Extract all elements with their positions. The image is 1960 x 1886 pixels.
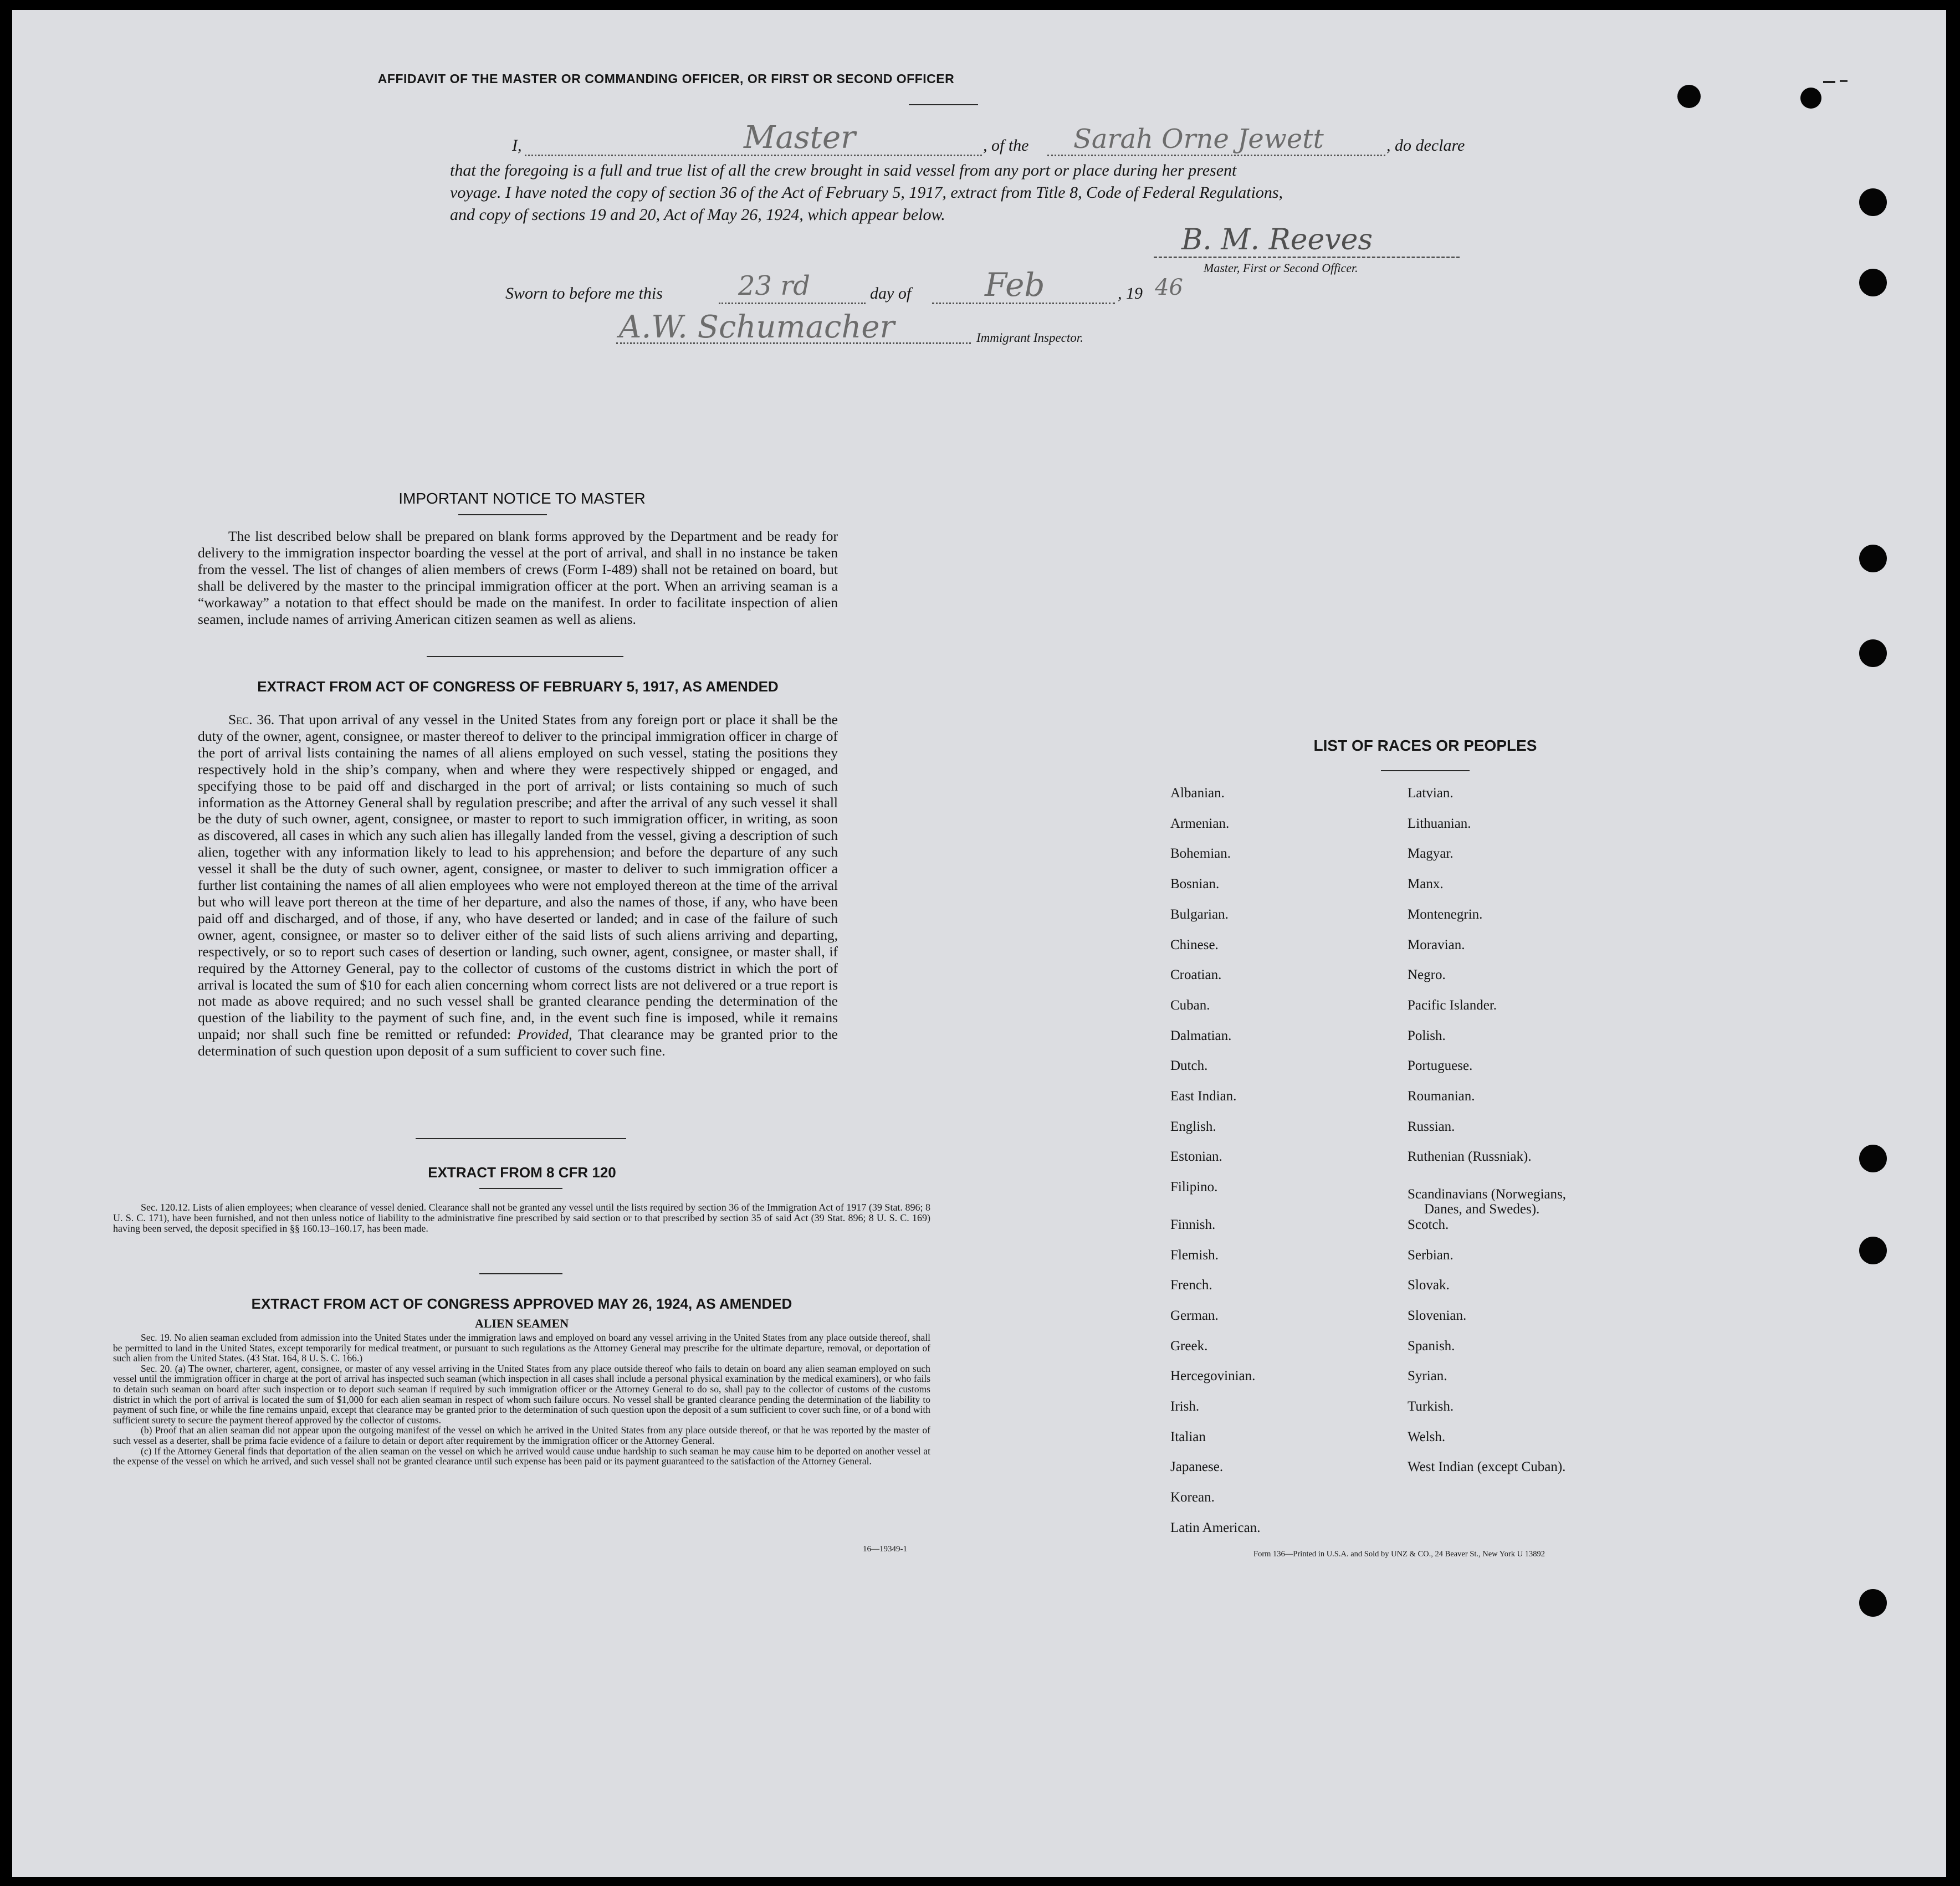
race-item: Slovak. — [1408, 1278, 1450, 1293]
section-20b-paragraph: (b) Proof that an alien seaman did not appear upon the outgoing manifest of the vessel on which he arrived in the United States from any place outside thereof, or that he was reported by the master of such vessel as a deserter, shall be prima facie evidence of a failure to detain or deport after requirement by the immigration officer or the Attorney General. — [113, 1424, 930, 1446]
form-page — [12, 10, 1946, 1877]
punch-hole — [1859, 188, 1887, 216]
declaration-line: that the foregoing is a full and true list of all the crew brought in said vessel from any port or place during her present — [450, 161, 1237, 180]
extract-cfr-end-rule — [479, 1273, 562, 1274]
race-item: Portuguese. — [1408, 1058, 1473, 1073]
race-item: Negro. — [1408, 967, 1446, 982]
extract-1917-end-rule — [416, 1138, 626, 1139]
declaration-line: and copy of sections 19 and 20, Act of May 26, 1924, which appear below. — [450, 206, 945, 224]
race-item: Japanese. — [1170, 1459, 1224, 1474]
races-title: LIST OF RACES OR PEOPLES — [1313, 737, 1537, 754]
race-item: Russian. — [1408, 1119, 1455, 1134]
race-item: Cuban. — [1170, 998, 1210, 1013]
notice-end-rule — [427, 656, 623, 657]
year-prefix: , 19 — [1118, 284, 1143, 303]
extract-1924-body — [113, 1332, 930, 1467]
race-item: Scotch. — [1408, 1217, 1449, 1232]
punch-hole — [1859, 269, 1887, 296]
race-item: Albanian. — [1170, 786, 1225, 801]
punch-hole — [1859, 1145, 1887, 1172]
race-item: Bulgarian. — [1170, 907, 1229, 922]
punch-hole — [1859, 545, 1887, 572]
race-item: Flemish. — [1170, 1248, 1219, 1263]
title-rule — [909, 104, 978, 105]
race-item: Danes, and Swedes). — [1424, 1202, 1540, 1217]
proviso-label: Provided, — [517, 1026, 572, 1043]
race-item: Pacific Islander. — [1408, 998, 1497, 1013]
master-signature-caption: Master, First or Second Officer. — [1204, 261, 1358, 275]
race-item: Syrian. — [1408, 1369, 1447, 1383]
extract-cfr-rule — [479, 1188, 562, 1189]
race-item: Montenegrin. — [1408, 907, 1483, 922]
race-item: Scandinavians (Norwegians, — [1408, 1187, 1567, 1202]
race-item: French. — [1170, 1278, 1212, 1293]
race-item: Welsh. — [1408, 1429, 1446, 1444]
races-title-rule — [1381, 770, 1470, 771]
sworn-label: Sworn to before me this — [505, 284, 663, 303]
sworn-day-line — [719, 303, 866, 304]
race-item: Irish. — [1170, 1399, 1200, 1414]
race-item: Serbian. — [1408, 1248, 1454, 1263]
proviso-text: That clearance may be granted prior to the determination of such question upon deposit of a sum sufficient to cover such fine. — [198, 1026, 838, 1059]
declaration-declare-label: , do declare — [1386, 136, 1465, 155]
race-item: Filipino. — [1170, 1180, 1218, 1195]
notice-body: The list described below shall be prepared on blank forms approved by the Department and be ready for delivery to the immigration inspector boarding the vessel at the port of arrival, and shall in no instance be taken from the vessel. The list of changes of alien members of crews (Form I-489) shall not be retained on board, but shall be delivered by the master to the principal immigration officer at the port. When an arriving seaman is a “workaway” a notation to that effect should be made on the manifest. In order to facilitate inspection of alien seamen, include names of arriving American citizen seamen as well as aliens. — [198, 528, 838, 627]
race-item: Bohemian. — [1170, 846, 1231, 861]
race-item: Dalmatian. — [1170, 1028, 1232, 1043]
vessel-handwritten: Sarah Orne Jewett — [1073, 124, 1324, 155]
section-20a-paragraph: Sec. 20. (a) The owner, charterer, agent, consignee, or master of any vessel arriving in the United States from any place outside thereof who fails to detain on board any alien seaman employed on such vessel until the immigration officer in charge at the port of arrival has inspected such seaman (which inspection in all cases shall include a personal physical examination by the medical examiners), or who fails to detain such seaman on board after such inspection or to deport such seaman if required by such immigration officer or the Attorney General to do so, shall pay to the collector of customs of the customs district in which the port of arrival is located the sum of $1,000 for each alien seaman in respect of whom such failure occurs. No vessel shall be granted clearance pending the determination of the liability to payment of such fine, or while the fine remains unpaid, except that clearance may be granted prior to the determination of such question upon the deposit of a sum sufficient to cover such fine, or of a bond with sufficient surety to secure the payment thereof approved by the collector of customs. — [113, 1362, 930, 1426]
extract-1924-subtitle: ALIEN SEAMEN — [474, 1316, 569, 1330]
race-item: Estonian. — [1170, 1149, 1222, 1164]
race-item: Greek. — [1170, 1339, 1208, 1354]
race-item: West Indian (except Cuban). — [1408, 1459, 1566, 1474]
race-item: Roumanian. — [1408, 1089, 1475, 1104]
race-item: Korean. — [1170, 1490, 1215, 1505]
declaration-line: voyage. I have noted the copy of section 36 of the Act of February 5, 1917, extract from Title 8, Code of Federal Regulations, — [450, 183, 1283, 202]
declaration-of-the-label: , of the — [983, 136, 1029, 155]
notice-title-rule — [458, 514, 547, 515]
race-item: Latin American. — [1170, 1520, 1261, 1535]
extract-1917-body — [198, 711, 838, 1059]
sworn-day-handwritten: 23 rd — [738, 270, 811, 301]
punch-hole — [1677, 85, 1701, 108]
vessel-line — [1047, 155, 1385, 156]
race-item: Croatian. — [1170, 967, 1222, 982]
race-item: Ruthenian (Russniak). — [1408, 1149, 1532, 1164]
affidavit-title: AFFIDAVIT OF THE MASTER OR COMMANDING OFFICER, OR FIRST OR SECOND OFFICER — [377, 71, 955, 86]
scan-mark — [1823, 81, 1835, 83]
race-item: Finnish. — [1170, 1217, 1216, 1232]
section-20c-paragraph: (c) If the Attorney General finds that deportation of the alien seaman on the vessel on which he arrived would cause undue hardship to such seaman he may cause him to be deported on another vessel at the expense of the vessel on which he arrived, and such vessel shall not be granted clearance until such expense has been paid or its payment guaranteed to the satisfaction of the Attorney General. — [113, 1445, 930, 1467]
race-item: Armenian. — [1170, 816, 1230, 831]
race-item: Latvian. — [1408, 786, 1454, 801]
day-of-label: day of — [870, 284, 912, 303]
punch-hole — [1800, 88, 1821, 109]
form-code: 16—19349-1 — [863, 1545, 907, 1554]
declaration-i-label: I, — [512, 136, 522, 155]
extract-1924-title: EXTRACT FROM ACT OF CONGRESS APPROVED MAY 26, 1924, AS AMENDED — [251, 1295, 792, 1312]
race-item: Moravian. — [1408, 937, 1465, 952]
race-item: Italian — [1170, 1429, 1206, 1444]
notice-title: IMPORTANT NOTICE TO MASTER — [398, 490, 646, 507]
race-item: Polish. — [1408, 1028, 1446, 1043]
year-handwritten: 46 — [1155, 275, 1183, 300]
punch-hole — [1859, 639, 1887, 667]
race-item: Turkish. — [1408, 1399, 1454, 1414]
race-item: English. — [1170, 1119, 1216, 1134]
extract-cfr-body: Sec. 120.12. Lists of alien employees; when clearance of vessel denied. Clearance shall not be granted any vessel until the lists required by section 36 of the Immigration Act of 1917 (39 Stat. 896; 8 U. S. C. 171), have been furnished, and not then unless notice of liability to the administrative fine prescribed by said section or to that prescribed by section 35 of said Act (39 Stat. 896; 8 U. S. C. 169) having been served, the deposit specified in §§ 160.13–160.17, has been made. — [113, 1202, 930, 1234]
printer-note: Form 136—Printed in U.S.A. and Sold by UNZ & CO., 24 Beaver St., New York U 13892 — [1253, 1550, 1546, 1559]
race-item: Lithuanian. — [1408, 816, 1471, 831]
race-item: Magyar. — [1408, 846, 1454, 861]
section-19-paragraph: Sec. 19. No alien seaman excluded from admission into the United States under the immigration laws and employed on board any vessel arriving in the United States from any place outside thereof, shall be permitted to land in the United States, except temporarily for medical treatment, or pursuant to such regulations as the Attorney General may prescribe for the ultimate departure, removal, or deportation of such alien from the United States. (43 Stat. 164, 8 U. S. C. 166.) — [113, 1332, 930, 1364]
race-item: Dutch. — [1170, 1058, 1208, 1073]
master-signature-handwritten: B. M. Reeves — [1181, 223, 1373, 257]
section-36-label: Sec. 36. — [228, 711, 275, 727]
extract-1917-title: EXTRACT FROM ACT OF CONGRESS OF FEBRUARY 5, 1917, AS AMENDED — [257, 678, 779, 695]
master-signature-line — [1154, 257, 1460, 258]
extract-cfr-title: EXTRACT FROM 8 CFR 120 — [428, 1164, 616, 1181]
race-item: Slovenian. — [1408, 1308, 1467, 1323]
race-item: Manx. — [1408, 877, 1444, 891]
sworn-month-handwritten: Feb — [985, 266, 1045, 304]
inspector-caption: Immigrant Inspector. — [976, 331, 1083, 345]
section-36-text: That upon arrival of any vessel in the United States from any foreign port or place it shall be the duty of the owner, agent, consignee, or master thereof to deliver to the principal immigration officer in charge of the port of arrival lists containing the names of all aliens employed on such vessel, stating the positions they respectively hold in the ship’s company, when and where they were respectively shipped or engaged, and specifying those to be paid off and discharged in the port of arrival; or lists containing so much of such information as the Attorney General shall by regulation prescribe; and after the arrival of any such vessel it shall be the duty of such owner, agent, consignee, or master to report to such immigration officer, in writing, as soon as discovered, all cases in which any such alien has illegally landed from the vessel, giving a description of such alien, together with any information likely to lead to his apprehension; and before the departure of any such vessel it shall be the duty of such owner, agent, consignee, or master to deliver to such immigration officer a further list containing the names of all alien employees who were not employed thereon at the time of the arrival but who will leave port thereon at the time of her departure, and also the names of those, if any, who have been paid off and discharged, and of those, if any, who have deserted or landed; and in case of the failure of such owner, agent, consignee, or master so to deliver either of the said lists of such aliens arriving and departing, respectively, or so to report such cases of desertion or landing, such owner, agent, consignee, or master shall, if required by the Attorney General, pay to the collector of customs of the customs district in which the port of arrival is located the sum of $10 for each alien concerning whom correct lists are not delivered or a true report is not made as above required; and no such vessel shall be granted clearance pending the determination of the question of the liability to the payment of such fine, and, in the event such fine is imposed, while it remains unpaid; nor shall such fine be remitted or refunded: — [198, 711, 838, 1043]
officer-handwritten: Master — [744, 120, 856, 156]
race-item: East Indian. — [1170, 1089, 1237, 1104]
race-item: Spanish. — [1408, 1339, 1455, 1354]
punch-hole — [1859, 1237, 1887, 1264]
punch-hole — [1859, 1589, 1887, 1617]
race-item: German. — [1170, 1308, 1219, 1323]
race-item: Chinese. — [1170, 937, 1219, 952]
inspector-signature-handwritten: A.W. Schumacher — [619, 309, 895, 345]
scan-mark — [1840, 80, 1848, 82]
race-item: Hercegovinian. — [1170, 1369, 1256, 1383]
race-item: Bosnian. — [1170, 877, 1220, 891]
